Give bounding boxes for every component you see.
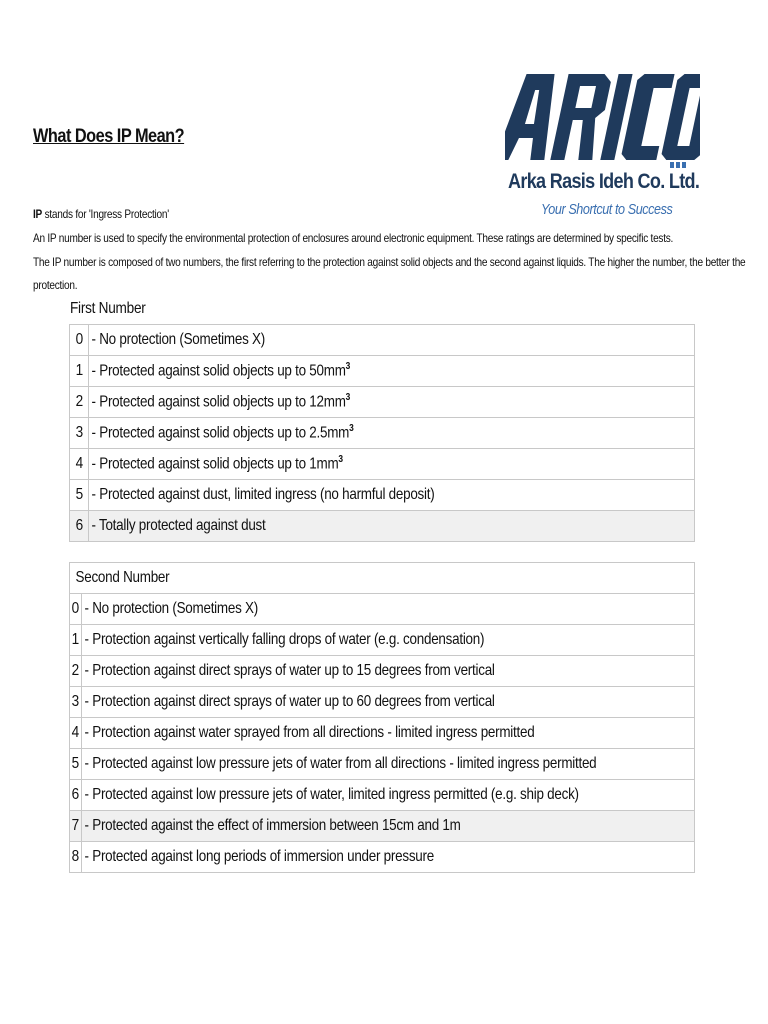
ip-digit-cell [70, 356, 89, 387]
second-number-label: Second Number [70, 563, 695, 594]
table-row [70, 811, 695, 842]
protection-description: - Protected against low pressure jets of water from all directions - limited ingress permitted [84, 755, 597, 772]
protection-description-cell [81, 842, 694, 873]
table-row [70, 842, 695, 873]
protection-description: - Protected against solid objects up to $1mm^3$ [91, 454, 343, 473]
protection-description: - Protected against low pressure jets of water, limited ingress permitted (e.g. ship deck) [84, 786, 579, 803]
table-row [70, 480, 695, 511]
protection-description: - Protected against solid objects up to $12mm^3$ [91, 392, 351, 411]
protection-description: - Protected against long periods of immersion under pressure [84, 848, 434, 865]
table-row [70, 387, 695, 418]
ip-definition: stands for 'Ingress Protection' [42, 207, 169, 221]
first-number-table [69, 324, 695, 542]
protection-description: - Protection against water sprayed from all directions - limited ingress permitted [84, 724, 535, 741]
table-row [70, 656, 695, 687]
intro-line-3: The IP number is composed of two numbers, the first referring to the protection against solid objects and the second against liquids. The higher the number, the better the [33, 255, 746, 269]
protection-description-cell [89, 325, 695, 356]
intro-line-2: An IP number is used to specify the environmental protection of enclosures around electronic equipment. These ratings are determined by specific tests. [33, 231, 674, 245]
protection-description-cell [81, 811, 694, 842]
first-number-label: First Number [70, 300, 146, 317]
ip-digit-cell [70, 418, 89, 449]
cubic-superscript: 3 [349, 423, 354, 435]
ip-digit: 3 [75, 424, 83, 441]
ip-digit: 0 [75, 331, 83, 348]
second-number-header-row [70, 563, 695, 594]
page-title: What Does IP Mean? [33, 126, 185, 147]
protection-description: - Protected against solid objects up to $50mm^3$ [91, 361, 351, 380]
protection-description: - Protection against direct sprays of water up to 60 degrees from vertical [84, 693, 495, 710]
protection-description-cell [81, 656, 694, 687]
ip-digit-cell [70, 594, 82, 625]
ip-digit-cell [70, 387, 89, 418]
ip-digit: 4 [75, 455, 83, 472]
ip-digit-cell [70, 811, 82, 842]
table-row [70, 780, 695, 811]
table-row [70, 625, 695, 656]
table-row [70, 511, 695, 542]
ip-digit: 2 [71, 662, 80, 679]
second-number-table [69, 562, 695, 873]
ip-digit: 6 [71, 786, 80, 803]
protection-description-cell [89, 387, 695, 418]
protection-description-cell [89, 418, 695, 449]
ip-abbrev: IP [33, 207, 43, 221]
protection-description-cell [81, 687, 694, 718]
intro-line-4: protection. [33, 278, 78, 292]
ip-digit: 1 [75, 362, 83, 379]
protection-description-cell [89, 511, 695, 542]
protection-description-cell [81, 749, 694, 780]
table-row [70, 418, 695, 449]
table-row [70, 325, 695, 356]
protection-description: - Protection against vertically falling drops of water (e.g. condensation) [84, 631, 484, 648]
ip-digit-cell [70, 480, 89, 511]
logo-company-name: Arka Rasis Ideh Co. Ltd. [508, 170, 700, 193]
ip-digit: 2 [75, 393, 83, 410]
ip-digit: 1 [71, 631, 80, 648]
protection-description: - No protection (Sometimes X) [84, 600, 258, 617]
ip-digit-cell [70, 511, 89, 542]
ip-digit: 3 [71, 693, 80, 710]
ip-digit-cell [70, 780, 82, 811]
ip-digit-cell [70, 718, 82, 749]
ip-digit: 6 [75, 517, 83, 534]
table-row [70, 356, 695, 387]
logo-tagline: Your Shortcut to Success [541, 201, 673, 218]
protection-description-cell [89, 449, 695, 480]
protection-description-cell [81, 780, 694, 811]
ip-digit-cell [70, 325, 89, 356]
ip-digit-cell [70, 842, 82, 873]
ip-digit: 5 [75, 486, 83, 503]
protection-description-cell [81, 718, 694, 749]
ip-digit-cell [70, 625, 82, 656]
protection-description-cell [81, 594, 694, 625]
table-row [70, 687, 695, 718]
cubic-superscript: 3 [338, 454, 343, 466]
protection-description-cell [89, 356, 695, 387]
ip-digit-cell [70, 656, 82, 687]
ip-digit: 4 [71, 724, 80, 741]
protection-description: - Protected against dust, limited ingress (no harmful deposit) [91, 486, 435, 503]
table-row [70, 749, 695, 780]
cubic-superscript: 3 [345, 392, 351, 404]
protection-description-cell [81, 625, 694, 656]
protection-description: - Protection against direct sprays of water up to 15 degrees from vertical [84, 662, 495, 679]
table-row [70, 718, 695, 749]
ip-digit: 5 [71, 755, 80, 772]
table-row [70, 594, 695, 625]
table-row [70, 449, 695, 480]
cubic-superscript: 3 [345, 361, 351, 373]
protection-description: - Totally protected against dust [91, 517, 266, 534]
ip-digit-cell [70, 449, 89, 480]
arico-wordmark-graphic [505, 72, 700, 172]
ip-digit-cell [70, 749, 82, 780]
protection-description: - Protected against the effect of immersion between 15cm and 1m [84, 817, 461, 834]
ip-digit: 0 [71, 600, 80, 617]
protection-description-cell [89, 480, 695, 511]
ip-digit: 7 [71, 817, 80, 834]
protection-description: - Protected against solid objects up to $2.5mm^3$ [91, 423, 354, 442]
ip-digit: 8 [71, 848, 80, 865]
intro-line-1 [33, 207, 722, 221]
ip-digit-cell [70, 687, 82, 718]
protection-description: - No protection (Sometimes X) [91, 331, 265, 348]
arico-logo [505, 72, 700, 222]
